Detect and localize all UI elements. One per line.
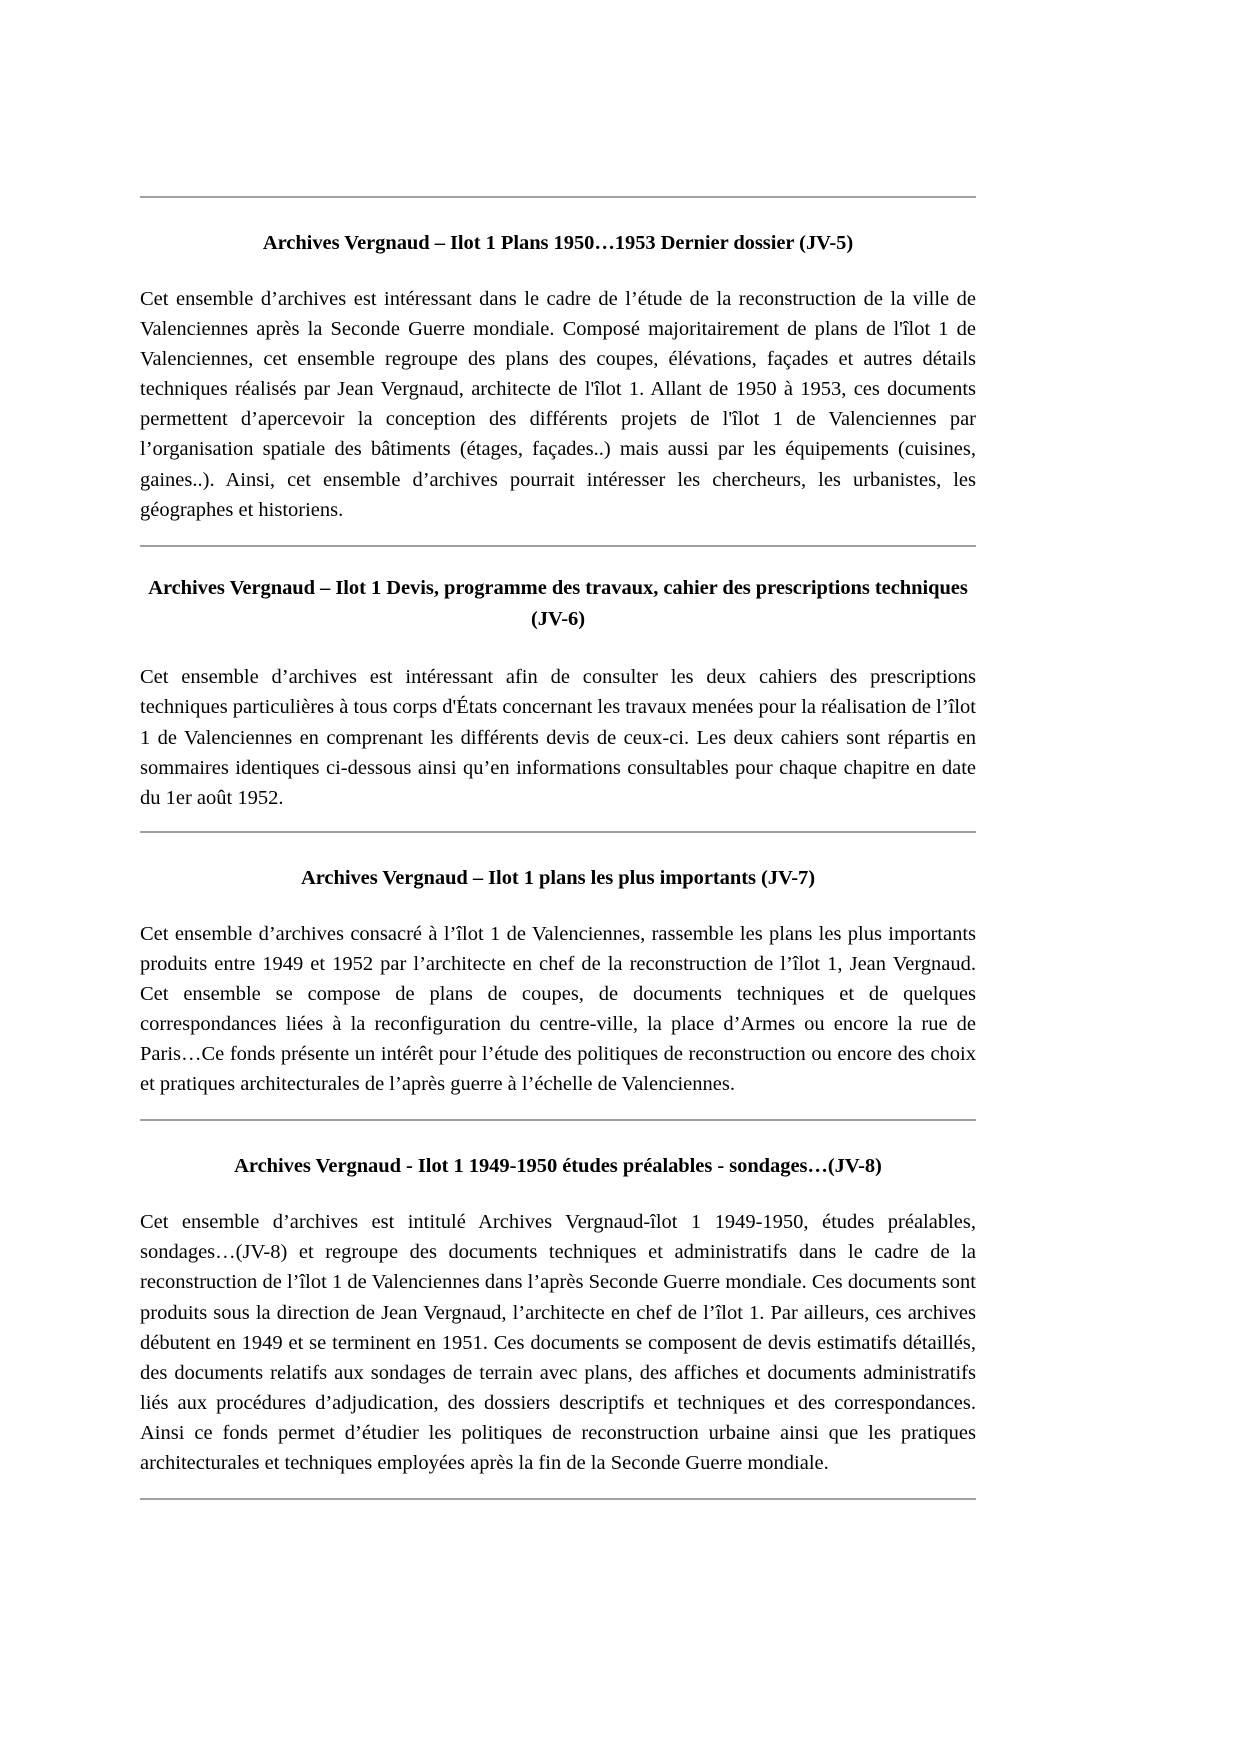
document-content [140,196,976,1500]
section-heading-jv-7: Archives Vergnaud – Ilot 1 plans les plus importants (JV-7) [301,866,815,889]
section-heading-jv-8: Archives Vergnaud - Ilot 1 1949-1950 études préalables - sondages…(JV-8) [234,1155,882,1178]
section-heading-jv-5-block [140,198,976,263]
section-heading-jv-5: Archives Vergnaud – Ilot 1 Plans 1950…1953 Dernier dossier (JV-5) [262,232,854,254]
section-heading-jv-7-block [140,833,976,898]
section-body-jv-6-block [140,638,976,831]
section-body-jv-7-block [140,898,976,1120]
section-heading-jv-6-block [140,547,976,639]
section-body-jv-6: Cet ensemble d’archives est intéressant afin de consulter les deux cahiers des prescriptions techniques particulières à tous corps d'États concernant les travaux menées pour la réalisation de l’îlot 1 de Valenciennes en comprenant les différents devis de ceux-ci. Les deux cahiers sont répartis en sommaires identiques ci-dessous ainsi qu’en informations consultables pour chaque chapitre en date du 1er août 1952. [140,666,976,809]
section-body-jv-7: Cet ensemble d’archives consacré à l’îlot 1 de Valenciennes, rassemble les plans les plus importants produits entre 1949 et 1952 par l’architecte en chef de la reconstruction de l’îlot 1, Jean Vergnaud. Cet ensemble se compose de plans de coupes, de documents techniques et de quelques correspondances liées à la reconfiguration du centre-ville, la place d’Armes ou encore la rue de Paris…Ce fonds présente un intérêt pour l’étude des politiques de reconstruction ou encore des choix et pratiques architecturales de l’après guerre à l’échelle de Valenciennes. [140,922,976,1096]
section-heading-jv-6: Archives Vergnaud – Ilot 1 Devis, programme des travaux, cahier des prescriptions techniques (JV-6) [148,576,968,630]
section-heading-jv-8-block [140,1121,976,1186]
section-body-jv-5-block [140,263,976,545]
section-divider-bottom [140,1498,976,1500]
section-body-jv-5: Cet ensemble d’archives est intéressant dans le cadre de l’étude de la reconstruction de la ville de Valenciennes après la Seconde Guerre mondiale. Composé majoritairement de plans de l'îlot 1 de Valenciennes, cet ensemble regroupe des plans des coupes, élévations, façades et autres détails techniques réalisés par Jean Vergnaud, architecte de l'îlot 1. Allant de 1950 à 1953, ces documents permettent d’apercevoir la conception des différents projets de l'îlot 1 de Valenciennes par l’organisation spatiale des bâtiments (étages, façades..) mais aussi par les équipements (cuisines, gaines..). Ainsi, cet ensemble d’archives pourrait intéresser les chercheurs, les urbanistes, les géographes et historiens. [140,287,976,521]
section-body-jv-8: Cet ensemble d’archives est intitulé Archives Vergnaud-îlot 1 1949-1950, études préalables, sondages…(JV-8) et regroupe des documents techniques et administratifs dans le cadre de la reconstruction de l’îlot 1 de Valenciennes dans l’après Seconde Guerre mondiale. Ces documents sont produits sous la direction de Jean Vergnaud, l’architecte en chef de l’îlot 1. Par ailleurs, ces archives débutent en 1949 et se terminent en 1951. Ces documents se composent de devis estimatifs détaillés, des documents relatifs aux sondages de terrain avec plans, des affiches et documents administratifs liés aux procédures d’adjudication, des dossiers descriptifs et techniques et des correspondances. Ainsi ce fonds permet d’étudier les politiques de reconstruction urbaine ainsi que les pratiques architecturales et techniques employées après la fin de la Seconde Guerre mondiale. [140,1211,976,1475]
section-body-jv-8-block [140,1186,976,1498]
